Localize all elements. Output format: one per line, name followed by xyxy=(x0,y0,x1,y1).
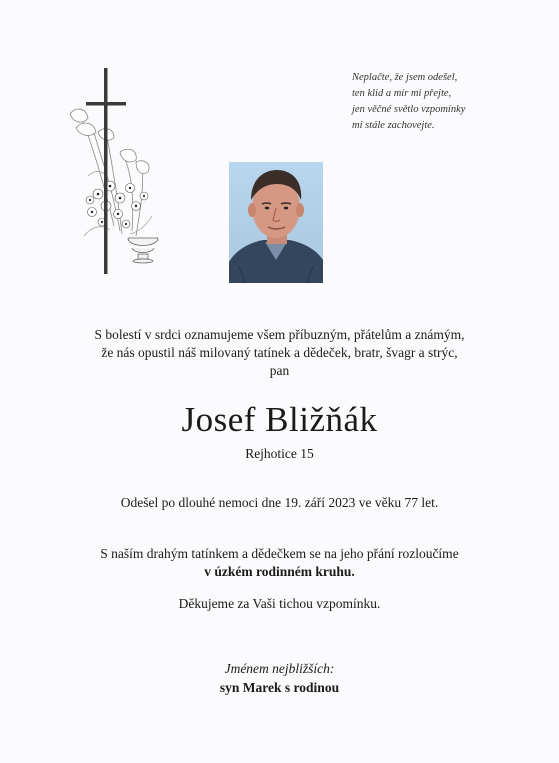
intro-line: S bolestí v srdci oznamujeme všem příbuzným, přátelům a známým, xyxy=(94,327,465,342)
poem-line: Neplačte, že jsem odešel, xyxy=(352,72,458,83)
intro-line: že nás opustil náš milovaný tatínek a dědeček, bratr, švagr a strýc, xyxy=(101,345,458,360)
on-behalf-label: Jménem nejbližších: xyxy=(224,661,335,676)
cross-with-lilies-icon xyxy=(62,66,172,278)
death-notice: Odešel po dlouhé nemoci dne 19. září 2023 ve věku 77 let. xyxy=(120,495,439,510)
portrait-photo xyxy=(229,162,323,283)
thanks-line: Děkujeme za Vaši tichou vzpomínku. xyxy=(178,596,381,611)
farewell-notice xyxy=(0,545,559,581)
intro-line: pan xyxy=(269,363,290,378)
poem-line: ten klid a mír mi přejte, xyxy=(352,88,452,99)
farewell-emphasis: v úzkém rodinném kruhu. xyxy=(204,564,355,579)
signoff xyxy=(0,659,559,697)
announcement-intro xyxy=(0,326,559,380)
memorial-poem xyxy=(352,70,532,134)
farewell-line: S naším drahým tatínkem a dědečkem se na jeho přání rozloučíme xyxy=(100,546,459,561)
poem-line: mi stále zachovejte. xyxy=(352,120,435,131)
poem-line: jen věčné světlo vzpomínky xyxy=(352,104,466,115)
deceased-name: Josef Bližňák xyxy=(181,400,378,439)
signer-name: syn Marek s rodinou xyxy=(219,680,340,695)
deceased-address: Rejhotice 15 xyxy=(245,446,314,461)
